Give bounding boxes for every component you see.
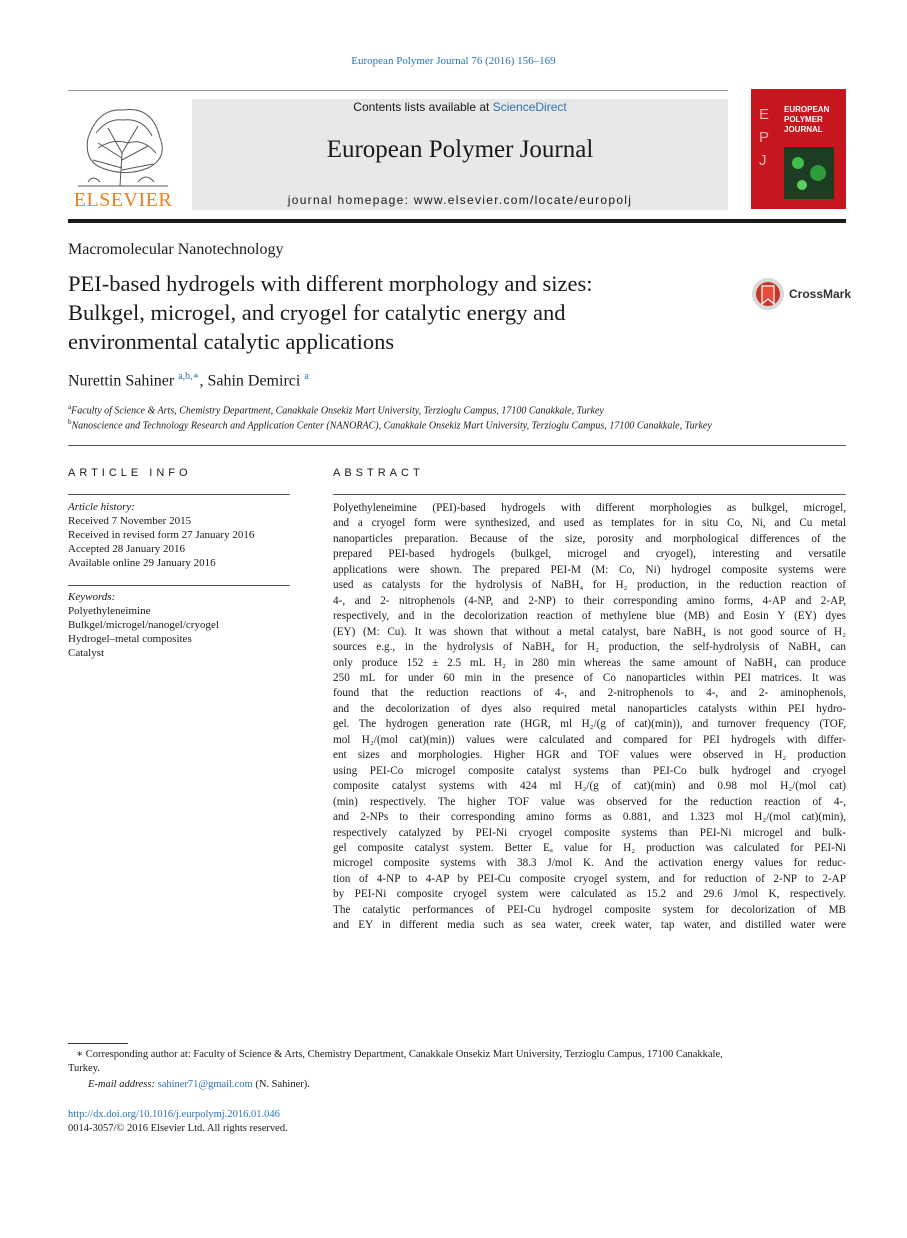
abstract-line: Polyethyleneimine (PEI)-based hydrogels with different morphologies as bulkgel, microgel,: [333, 502, 846, 514]
abstract-line: found that the reduction reactions of 4-, and 2-nitrophenols to 4-, and 2- aminophenols,: [333, 687, 846, 700]
author-name[interactable]: Sahin Demirci: [207, 372, 301, 390]
keywords: Keywords: Polyethyleneimine Bulkgel/microgel/nanogel/cryogel Hydrogel–metal composites Catalyst: [68, 590, 290, 660]
copyright: 0014-3057/© 2016 Elsevier Ltd. All rights reserved.: [68, 1123, 288, 1134]
doi-link[interactable]: http://dx.doi.org/10.1016/j.eurpolymj.2016.01.046: [68, 1109, 280, 1120]
footnote-rule: [68, 1043, 128, 1044]
author-name[interactable]: Nurettin Sahiner: [68, 372, 175, 390]
article-category: Macromolecular Nanotechnology: [68, 241, 284, 258]
abstract-line: respectively catalyzed by PEI-Ni cryogel composite systems than PEI-Ni microgel and bulk-: [333, 826, 846, 839]
abstract-heading: ABSTRACT: [333, 467, 424, 479]
header-thick-rule: [68, 219, 846, 223]
author-affil-marker[interactable]: a: [304, 371, 309, 382]
abstract-line: ent sizes and morphologies. Higher HGR and TOF values were observed in H₂ production: [333, 749, 846, 762]
abstract-line: nanoparticles preparation. Because of the size, porosity and morphological differences of the: [333, 532, 846, 545]
cover-letters: E P J: [759, 106, 770, 169]
abstract-line: microgel composite systems with 38.3 J/mol K. And the activation energy values for reduc-: [333, 857, 846, 870]
abstract-line: (EY) (M: Cu). It was shown that without a metal catalyst, bare NaBH₄ is not good source of H₂: [333, 625, 846, 638]
keyword: Catalyst: [68, 647, 105, 659]
abstract-rule: [333, 494, 846, 495]
crossmark-label: CrossMark: [789, 287, 852, 301]
abstract-line: using PEI-Co microgel composite catalyst systems than PEI-Co bulk hydrogel and cryogel: [333, 764, 846, 777]
history-item: Accepted 28 January 2016: [68, 543, 185, 555]
journal-citation[interactable]: European Polymer Journal 76 (2016) 156–169: [351, 55, 556, 67]
abstract-line: gel composite catalyst system. Better Eₐ value for H₂ production was calculated for PEI-Ni: [333, 841, 846, 854]
abstract-line: mol H₂/(mol cat)(min)) values were calculated and compared for PEI hydrogels with differ-: [333, 733, 846, 746]
history-item: Received in revised form 27 January 2016: [68, 529, 255, 541]
abstract-line: (min) respectively. The higher TOF value was observed for the reduction reaction of 4-,: [333, 795, 846, 808]
abstract-line: only produce 152 ± 2.5 mL H₂ in 280 min whereas the same amount of NaBH₄ can produce: [333, 656, 846, 669]
author-list: Nurettin Sahiner $^{a,b,∗}$, Sahin Demirci $^a$: [68, 371, 309, 390]
abstract-line: prepared PEI-based hydrogels (bulkgel, microgel and cryogel), interesting and versatile: [333, 548, 846, 561]
journal-cover-thumbnail[interactable]: [751, 89, 846, 209]
history-item: Available online 29 January 2016: [68, 557, 216, 569]
keyword: Polyethyleneimine: [68, 605, 151, 617]
abstract-line: 250 mL for under 60 min in the presence of Co nanoparticles within PEI matrices. It was: [333, 671, 846, 684]
affiliation-b: $^b$Nanoscience and Technology Research and Application Center (NANORAC), Canakkale Onsekiz Mart University, Terzioglu Campus, 17100 Canakkale, Turkey: [68, 418, 712, 432]
journal-homepage[interactable]: journal homepage: www.elsevier.com/locate/europolj: [287, 193, 633, 207]
abstract-line: and the decolorization of dyes also required metal nanoparticles catalysts within PEI hydro-: [333, 702, 846, 715]
keyword: Bulkgel/microgel/nanogel/cryogel: [68, 619, 219, 631]
abstract-line: applications were shown. The prepared PEI-M (M: Co, Ni) hydrogel composite systems were: [333, 563, 846, 576]
abstract-line: gel. The hydrogen generation rate (HGR, ml H₂/(g of cat)(min)), and turnover frequency (TOF,: [333, 718, 846, 731]
abstract-line: by PEI-Ni composite cryogel system were calculated as 15.2 and 29.6 J/mol K, respectively.: [333, 888, 846, 901]
abstract-line: respectively, and in the decolorization reaction of methylene blue (MB) and Eosin Y (EY) dyes: [333, 610, 846, 623]
contents-line: Contents lists available at ScienceDirect: [353, 100, 567, 114]
abstract-line: composite catalyst systems with 424 ml H₂/(g of cat)(min) and 0.98 mol H₂/(mol cat): [333, 780, 846, 793]
article-history: Article history: Received 7 November 2015 Received in revised form 27 January 2016 Accepted 28 January 2016 Available online 29 January 2016: [68, 500, 290, 570]
cover-image: [784, 147, 834, 199]
sciencedirect-link[interactable]: ScienceDirect: [492, 100, 567, 114]
affiliation-a: $^a$Faculty of Science & Arts, Chemistry Department, Canakkale Onsekiz Mart University, Terzioglu Campus, 17100 Canakkale, Turkey: [68, 403, 604, 417]
abstract-line: sources e.g., in the hydrolysis of NaBH₄ for H₂ production, the self-hydrolysis of NaBH₄ can: [333, 641, 846, 654]
elsevier-wordmark: ELSEVIER: [73, 189, 173, 211]
corresponding-author-note: ∗ Corresponding author at: Faculty of Science & Arts, Chemistry Department, Canakkale Onsekiz Mart University, Terzioglu Campus, 17100 Canakkale, Turkey.: [68, 1049, 723, 1074]
history-item: Received 7 November 2015: [68, 515, 192, 527]
crossmark-icon: [751, 277, 785, 311]
keyword: Hydrogel–metal composites: [68, 633, 192, 645]
journal-title: European Polymer Journal: [326, 136, 594, 163]
email-link[interactable]: sahiner71@gmail.com: [157, 1079, 253, 1090]
article-title: PEI-based hydrogels with different morphology and sizes: Bulkgel, microgel, and cryogel for catalytic energy and environmental catalytic applications: [68, 271, 593, 354]
abstract-body: [333, 501, 846, 934]
abstract-line: used as catalysts for the hydrolysis of NaBH₄ for H₂ production, in the reduction reaction of: [333, 579, 846, 592]
abstract-line: tion of 4-NP to 4-AP by PEI-Cu composite cryogel system, and for reduction of 2-NP to 2-AP: [333, 872, 846, 885]
keywords-rule: [68, 585, 290, 586]
affiliation-rule: [68, 445, 846, 446]
email-note: E-mail address: sahiner71@gmail.com (N. Sahiner).: [88, 1079, 310, 1090]
author-affil-marker[interactable]: a,b,∗: [178, 371, 200, 382]
cover-title: EUROPEAN POLYMER JOURNAL: [784, 105, 830, 134]
abstract-line: The catalytic performances of PEI-Cu hydrogel composite system for decolorization of MB: [333, 903, 846, 916]
abstract-line: and a cryogel form were synthesized, and used as templates for in situ Co, Ni, and Cu metal: [333, 517, 846, 530]
header-top-rule: [68, 90, 728, 91]
abstract-line: 4-, and 2- nitrophenols (4-NP, and 2-NP) to their corresponding amino forms, 4-AP and 2-AP,: [333, 594, 846, 607]
abstract-line: and 2-NPs to their corresponding amino forms as 0.881, and 1.323 mol H₂/(mol cat)(min),: [333, 811, 846, 824]
article-info-rule: [68, 494, 290, 495]
article-info-heading: ARTICLE INFO: [68, 467, 192, 479]
abstract-line: and EY in different media such as sea water, creek water, tap water, and distilled water were: [333, 919, 846, 932]
crossmark-badge[interactable]: [751, 277, 861, 311]
